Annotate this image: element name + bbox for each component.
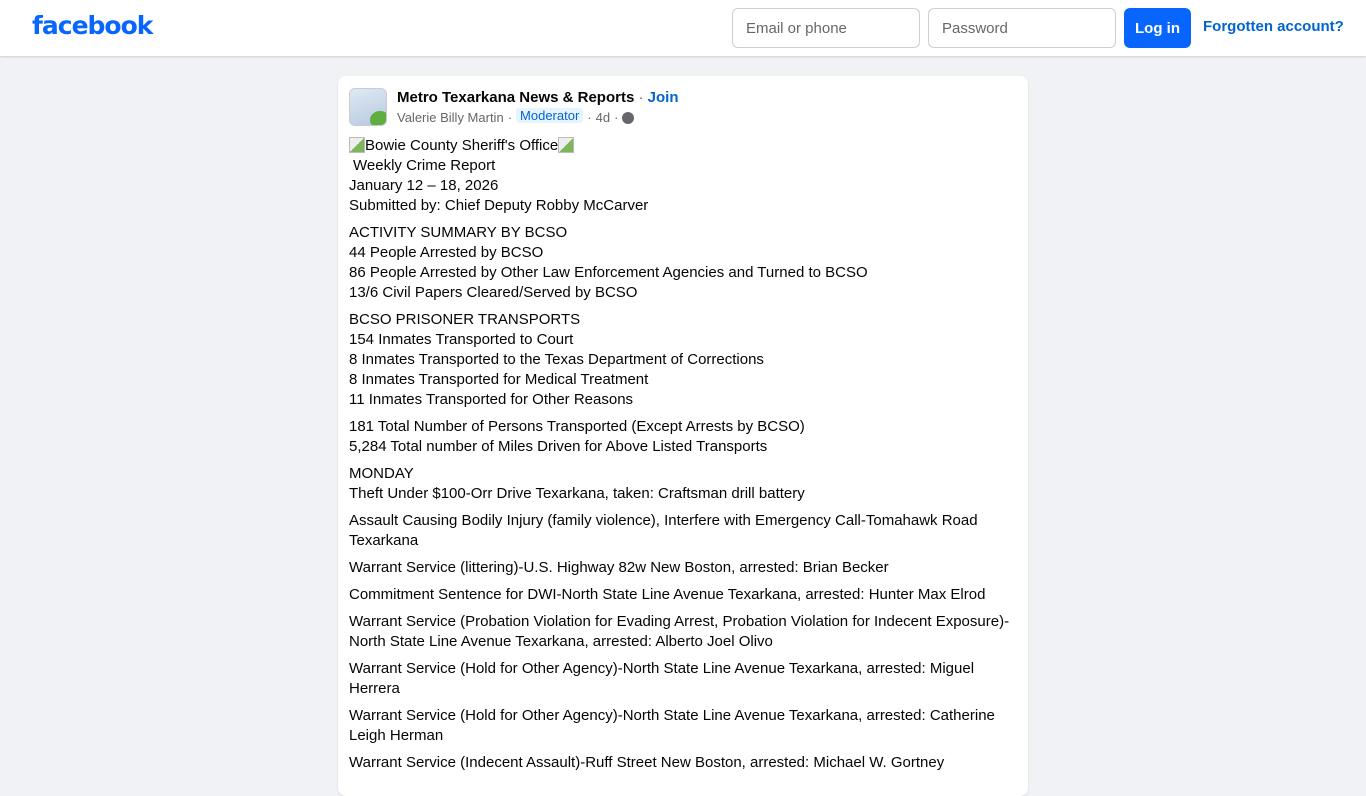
login-button[interactable]: Log in <box>1124 8 1191 48</box>
post-paragraph <box>349 464 1019 504</box>
post-paragraph <box>349 417 1019 457</box>
separator: · <box>614 110 619 125</box>
post-line: January 12 – 18, 2026 <box>349 177 499 194</box>
post-header <box>397 89 679 106</box>
post-line: Weekly Crime Report <box>353 157 496 174</box>
post-line: ACTIVITY SUMMARY BY BCSO <box>349 224 568 241</box>
title-line <box>349 136 1019 156</box>
post-time[interactable]: 4d <box>595 110 611 125</box>
separator: · <box>587 110 592 125</box>
group-avatar[interactable] <box>349 88 387 126</box>
separator: · <box>507 110 513 125</box>
post-line: Submitted by: Chief Deputy Robby McCarver <box>349 197 649 214</box>
post-line: 11 Inmates Transported for Other Reasons <box>349 391 634 408</box>
post-paragraph <box>349 156 1019 216</box>
join-link[interactable]: Join <box>647 89 679 106</box>
group-name-link[interactable]: Metro Texarkana News & Reports <box>397 89 635 106</box>
post-meta <box>397 110 634 125</box>
post-line: MONDAY <box>349 465 414 482</box>
post-line: Warrant Service (Hold for Other Agency)-North State Line Avenue Texarkana, arrested: Miguel Herrera <box>349 660 975 697</box>
separator: · <box>634 89 648 106</box>
post-paragraph <box>349 753 1019 773</box>
author-name[interactable]: Valerie Billy Martin <box>397 110 504 125</box>
post-line: 13/6 Civil Papers Cleared/Served by BCSO <box>349 284 638 301</box>
post-line: BCSO PRISONER TRANSPORTS <box>349 311 581 328</box>
post-paragraph <box>349 585 1019 605</box>
password-input[interactable] <box>928 8 1116 48</box>
post-line: Warrant Service (Probation Violation for Evading Arrest, Probation Violation for Indecent Exposure)-North State Line Avenue Texarkana, arrested: Alberto Joel Olivo <box>349 613 1010 650</box>
post-line: Commitment Sentence for DWI-North State Line Avenue Texarkana, arrested: Hunter Max Elrod <box>349 586 986 603</box>
post-paragraph <box>349 706 1019 746</box>
facebook-logo[interactable]: facebook <box>32 11 153 40</box>
post-paragraph <box>349 558 1019 578</box>
post-paragraph <box>349 223 1019 303</box>
broken-image-icon <box>558 137 574 153</box>
post-line: 86 People Arrested by Other Law Enforcement Agencies and Turned to BCSO <box>349 264 868 281</box>
broken-image-icon <box>349 137 365 153</box>
post-paragraph <box>349 612 1019 652</box>
post-paragraph <box>349 310 1019 410</box>
moderator-badge: Moderator <box>516 108 583 123</box>
post-line: 5,284 Total number of Miles Driven for Above Listed Transports <box>349 438 768 455</box>
forgotten-account-link[interactable]: Forgotten account? <box>1203 18 1344 35</box>
post-line: Warrant Service (littering)-U.S. Highway 82w New Boston, arrested: Brian Becker <box>349 559 889 576</box>
post-line: 154 Inmates Transported to Court <box>349 331 574 348</box>
post-card <box>338 76 1028 796</box>
post-line: Theft Under $100-Orr Drive Texarkana, taken: Craftsman drill battery <box>349 485 805 502</box>
email-input[interactable] <box>732 8 920 48</box>
post-line: 8 Inmates Transported to the Texas Department of Corrections <box>349 351 764 368</box>
top-bar <box>0 0 1366 56</box>
office-name: Bowie County Sheriff's Office <box>365 137 559 154</box>
post-line: Assault Causing Bodily Injury (family violence), Interfere with Emergency Call-Tomahawk Road Texarkana <box>349 512 978 549</box>
post-line: Warrant Service (Indecent Assault)-Ruff Street New Boston, arrested: Michael W. Gortney <box>349 754 945 771</box>
post-line: 181 Total Number of Persons Transported (Except Arrests by BCSO) <box>349 418 805 435</box>
post-paragraph <box>349 659 1019 699</box>
globe-icon <box>622 112 634 124</box>
post-line: Warrant Service (Hold for Other Agency)-North State Line Avenue Texarkana, arrested: Catherine Leigh Herman <box>349 707 995 744</box>
post-body <box>349 136 1019 780</box>
post-line: 44 People Arrested by BCSO <box>349 244 544 261</box>
post-paragraph <box>349 511 1019 551</box>
post-line: 8 Inmates Transported for Medical Treatment <box>349 371 649 388</box>
